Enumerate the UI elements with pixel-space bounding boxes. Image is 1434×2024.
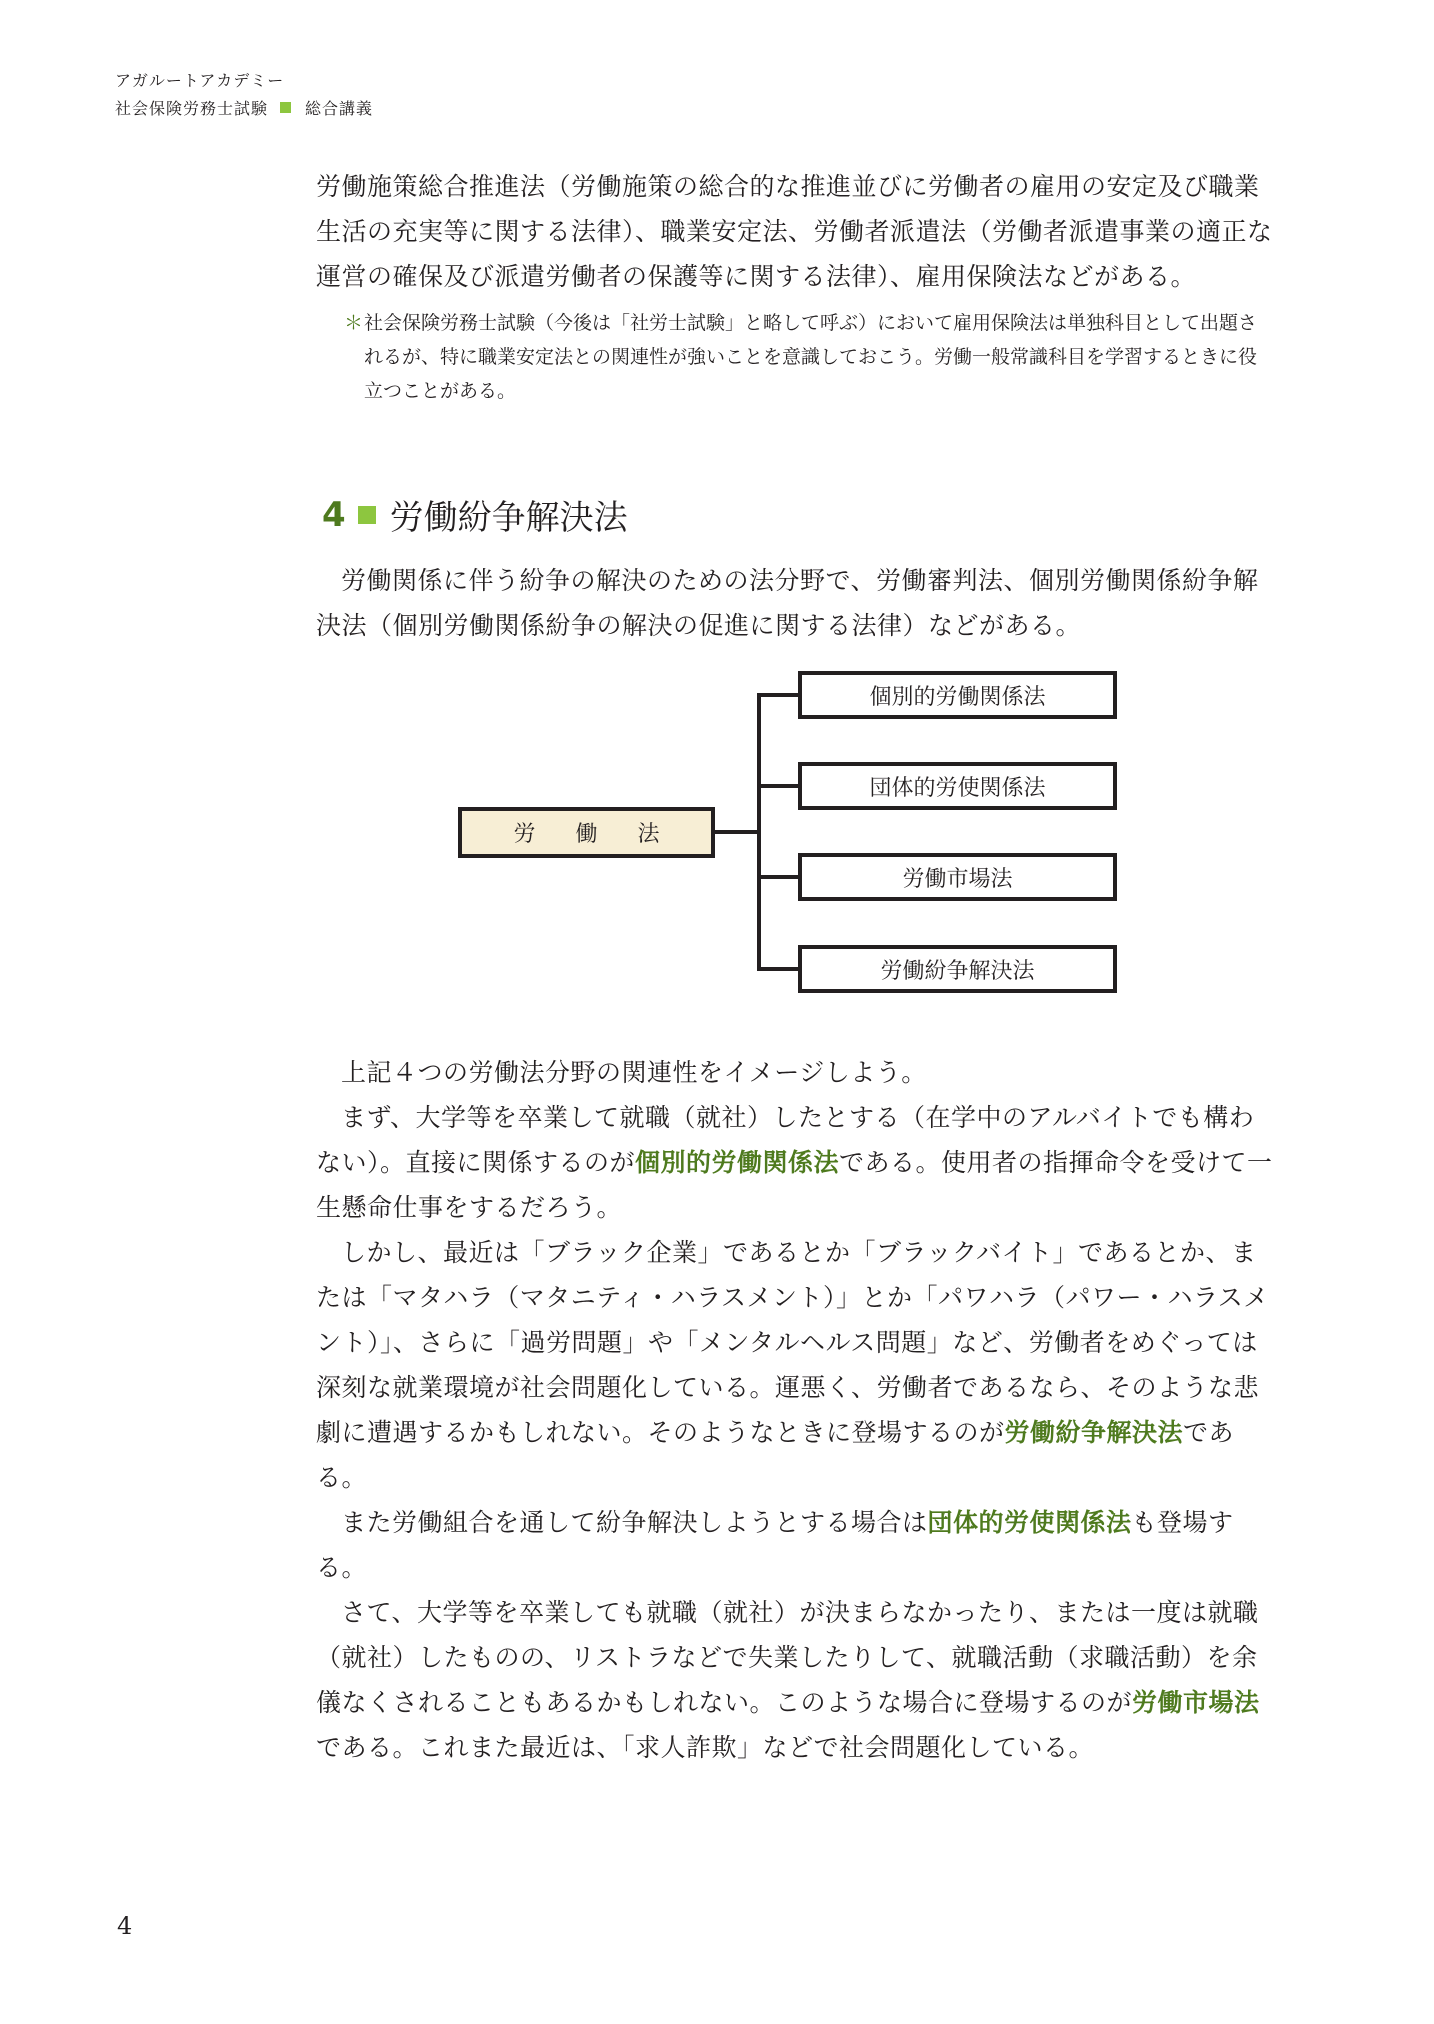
square-bullet-icon xyxy=(280,102,291,113)
section-number: 4 xyxy=(322,494,346,535)
text-run: である。これまた最近は、「求人詐欺」などで社会問題化している。 xyxy=(316,1733,1095,1762)
diagram-child-box: 労働市場法 xyxy=(798,853,1117,901)
text-run: も登場する。 xyxy=(316,1508,1234,1582)
connector-branch xyxy=(757,693,799,697)
body-text xyxy=(316,1050,1276,1770)
text-run: しかし、最近は「ブラック企業」であるとか「ブラックバイト」であるとか、または「マタハラ（マタニティ・ハラスメント）」とか「パワハラ（パワー・ハラスメント）」、さらに「過労問題」や「メンタルヘルス問題」など、労働者をめぐっては深刻な就業環境が社会問題化している。運悪く、労働者であるなら、そのような悲劇に遭遇するかもしれない。そのようなときに登場するのが xyxy=(316,1238,1269,1447)
page-number: 4 xyxy=(117,1912,133,1940)
intro-note-text: 社会保険労務士試験（今後は「社労士試験」と略して呼ぶ）において雇用保険法は単独科目として出題されるが、特に職業安定法との関連性が強いことを意識しておこう。労働一般常識科目を学習するときに役立つことがある。 xyxy=(364,312,1258,402)
text-run: である。 xyxy=(316,1418,1235,1492)
connector-trunk xyxy=(757,693,761,971)
body-paragraph xyxy=(316,1500,1276,1590)
section-title: 労働紛争解決法 xyxy=(389,498,628,538)
intro-paragraph: 労働施策総合推進法（労働施策の総合的な推進並びに労働者の雇用の安定及び職業生活の充実等に関する法律）、職業安定法、労働者派遣法（労働者派遣事業の適正な運営の確保及び派遣労働者の保護等に関する法律）、雇用保険法などがある。 xyxy=(316,172,1273,291)
diagram-child-box: 個別的労働関係法 xyxy=(798,671,1117,719)
connector-root xyxy=(715,830,759,834)
highlight-term: 労働市場法 xyxy=(1132,1688,1260,1717)
highlight-term: 個別的労働関係法 xyxy=(635,1148,840,1177)
header-publisher: アガルートアカデミー xyxy=(115,71,285,90)
asterisk-icon: ＊ xyxy=(344,312,364,334)
text-run: まず、大学等を卒業して就職（就社）したとする（在学中のアルバイトでも構わない）。直接に関係するのが xyxy=(316,1103,1255,1177)
text-run: さて、大学等を卒業しても就職（就社）が決まらなかったり、または一度は就職（就社）したものの、リストラなどで失業したりして、就職活動（求職活動）を余儀なくされることもあるかもしれない。このような場合に登場するのが xyxy=(316,1598,1259,1717)
body-paragraph xyxy=(316,1095,1276,1230)
highlight-term: 労働紛争解決法 xyxy=(1004,1418,1184,1447)
section-lead: 労働関係に伴う紛争の解決のための法分野で、労働審判法、個別労働関係紛争解決法（個別労働関係紛争の解決の促進に関する法律）などがある。 xyxy=(316,566,1259,640)
text-run: また労働組合を通して紛争解決しようとする場合は xyxy=(341,1508,928,1537)
diagram-root-box: 労働法 xyxy=(458,807,715,858)
square-bullet-icon xyxy=(358,506,376,524)
diagram-child-box: 労働紛争解決法 xyxy=(798,945,1117,993)
section-heading xyxy=(322,490,628,539)
header-course-line xyxy=(115,96,373,119)
header-series: 総合講義 xyxy=(305,99,374,118)
body-paragraph xyxy=(316,1590,1276,1770)
diagram-child-box: 団体的労使関係法 xyxy=(798,762,1117,810)
connector-branch xyxy=(757,784,799,788)
body-paragraph xyxy=(316,1230,1276,1500)
connector-branch xyxy=(757,875,799,879)
header-course: 社会保険労務士試験 xyxy=(115,99,269,118)
connector-branch xyxy=(757,967,799,971)
highlight-term: 団体的労使関係法 xyxy=(927,1508,1132,1537)
text-run: である。使用者の指揮命令を受けて一生懸命仕事をするだろう。 xyxy=(316,1148,1273,1222)
body-paragraph: 上記４つの労働法分野の関連性をイメージしよう。 xyxy=(341,1058,927,1087)
intro-note xyxy=(344,306,1274,408)
